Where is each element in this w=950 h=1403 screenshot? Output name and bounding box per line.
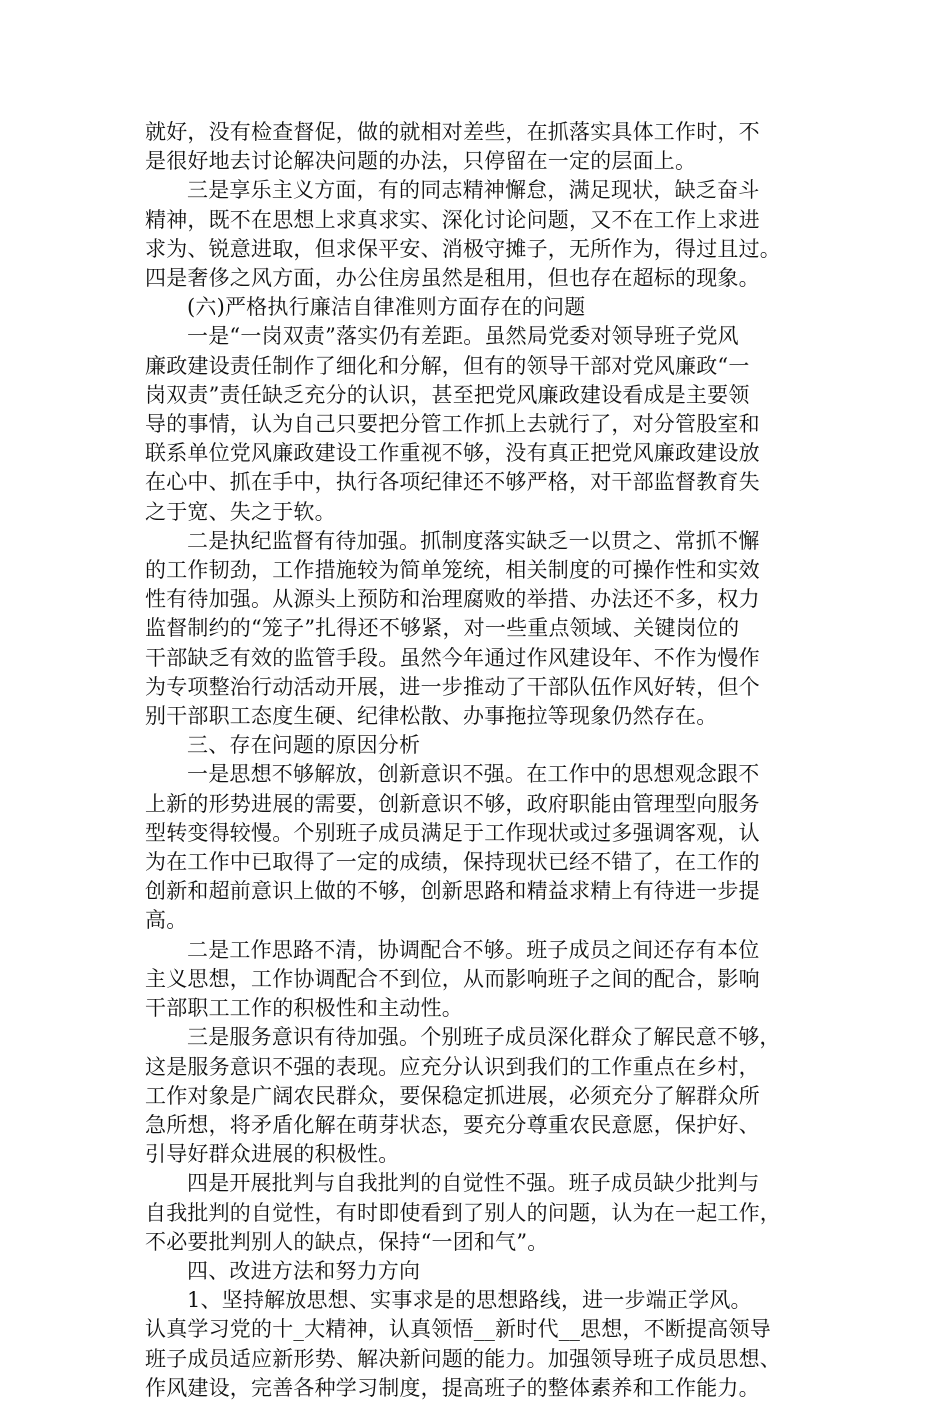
text-line: 求为、锐意进取，但求保平安、消极守摊子，无所作为，得过且过。 <box>145 236 781 261</box>
text-line: (六)严格执行廉洁自律准则方面存在的问题 <box>187 295 586 320</box>
text-line: 1、坚持解放思想、实事求是的思想路线，进一步端正学风。 <box>187 1288 752 1313</box>
paragraph <box>145 936 810 1024</box>
paragraph <box>145 1023 810 1169</box>
text-line: 一是思想不够解放，创新意识不强。在工作中的思想观念跟不 <box>187 762 760 787</box>
text-line: 监督制约的“笼子”扎得还不够紧，对一些重点领域、关键岗位的 <box>145 616 740 641</box>
text-line: 在心中、抓在手中，执行各项纪律还不够严格，对干部监督教育失 <box>145 470 760 495</box>
text-line: 是很好地去讨论解决问题的办法，只停留在一定的层面上。 <box>145 149 697 174</box>
text-line: 型转变得较慢。个别班子成员满足于工作现状或过多强调客观，认 <box>145 820 760 845</box>
text-line: 联系单位党风廉政建设工作重视不够，没有真正把党风廉政建设放 <box>145 441 760 466</box>
text-line: 三是享乐主义方面，有的同志精神懈怠，满足现状，缺乏奋斗 <box>187 178 760 203</box>
text-line: 四是开展批判与自我批判的自觉性不强。班子成员缺少批判与 <box>187 1171 760 1196</box>
paragraph <box>145 1169 810 1257</box>
text-line: 就好，没有检查督促，做的就相对差些，在抓落实具体工作时，不 <box>145 120 760 144</box>
text-line: 三是服务意识有待加强。个别班子成员深化群众了解民意不够， <box>187 1025 781 1050</box>
text-line: 作风建设，完善各种学习制度，提高班子的整体素养和工作能力。 <box>145 1375 760 1400</box>
text-line: 班子成员适应新形势、解决新问题的能力。加强领导班子成员思想、 <box>145 1346 781 1371</box>
text-line: 别干部职工态度生硬、纪律松散、办事拖拉等现象仍然存在。 <box>145 704 718 729</box>
paragraph <box>145 527 810 731</box>
text-line: 上新的形势进展的需要，创新意识不够，政府职能由管理型向服务 <box>145 791 760 816</box>
text-line: 性有待加强。从源头上预防和治理腐败的举措、办法还不多，权力 <box>145 587 760 612</box>
text-line: 引导好群众进展的积极性。 <box>145 1142 400 1167</box>
text-line: 三、存在问题的原因分析 <box>187 733 421 758</box>
text-line: 廉政建设责任制作了细化和分解，但有的领导干部对党风廉政“一 <box>145 353 750 378</box>
text-line: 二是工作思路不清，协调配合不够。班子成员之间还存有本位 <box>187 937 760 962</box>
text-line: 导的事情，认为自己只要把分管工作抓上去就行了，对分管股室和 <box>145 412 760 437</box>
paragraph <box>145 760 810 935</box>
paragraph <box>145 1257 810 1286</box>
paragraph <box>145 118 810 176</box>
text-line: 四、改进方法和努力方向 <box>187 1258 421 1283</box>
text-line: 创新和超前意识上做的不够，创新思路和精益求精上有待进一步提 <box>145 879 760 904</box>
paragraph <box>145 322 810 526</box>
text-line: 岗双责”责任缺乏充分的认识，甚至把党风廉政建设看成是主要领 <box>145 382 750 407</box>
text-line: 主义思想，工作协调配合不到位，从而影响班子之间的配合，影响 <box>145 966 760 991</box>
text-line: 为在工作中已取得了一定的成绩，保持现状已经不错了，在工作的 <box>145 850 760 875</box>
text-line: 这是服务意识不强的表现。应充分认识到我们的工作重点在乡村， <box>145 1054 760 1079</box>
paragraph <box>145 731 810 760</box>
paragraph <box>145 1286 810 1403</box>
text-line: 工作对象是广阔农民群众，要保稳定抓进展，必须充分了解群众所 <box>145 1083 760 1108</box>
text-line: 四是奢侈之风方面，办公住房虽然是租用，但也存在超标的现象。 <box>145 266 760 291</box>
text-line: 精神，既不在思想上求真求实、深化讨论问题，又不在工作上求进 <box>145 207 760 232</box>
text-line: 自我批判的自觉性，有时即使看到了别人的问题，认为在一起工作， <box>145 1200 781 1225</box>
text-line: 之于宽、失之于软。 <box>145 499 336 524</box>
text-line: 急所想，将矛盾化解在萌芽状态，要充分尊重农民意愿，保护好、 <box>145 1112 760 1137</box>
text-line: 二是执纪监督有待加强。抓制度落实缺乏一以贯之、常抓不懈 <box>187 528 760 553</box>
text-line: 干部职工工作的积极性和主动性。 <box>145 996 463 1021</box>
text-line: 不必要批判别人的缺点，保持“一团和气”。 <box>145 1229 549 1254</box>
text-line: 为专项整治行动活动开展，进一步推动了干部队伍作风好转，但个 <box>145 674 760 699</box>
text-line: 的工作韧劲，工作措施较为简单笼统，相关制度的可操作性和实效 <box>145 558 760 583</box>
text-line: 认真学习党的十_大精神，认真领悟__新时代__思想，不断提高领导 <box>145 1317 771 1342</box>
paragraph <box>145 176 810 293</box>
text-line: 一是“一岗双责”落实仍有差距。虽然局党委对领导班子党风 <box>187 324 739 349</box>
text-line: 高。 <box>145 908 188 933</box>
paragraph <box>145 293 810 322</box>
text-line: 干部缺乏有效的监管手段。虽然今年通过作风建设年、不作为慢作 <box>145 645 760 670</box>
document-body <box>145 118 810 1403</box>
